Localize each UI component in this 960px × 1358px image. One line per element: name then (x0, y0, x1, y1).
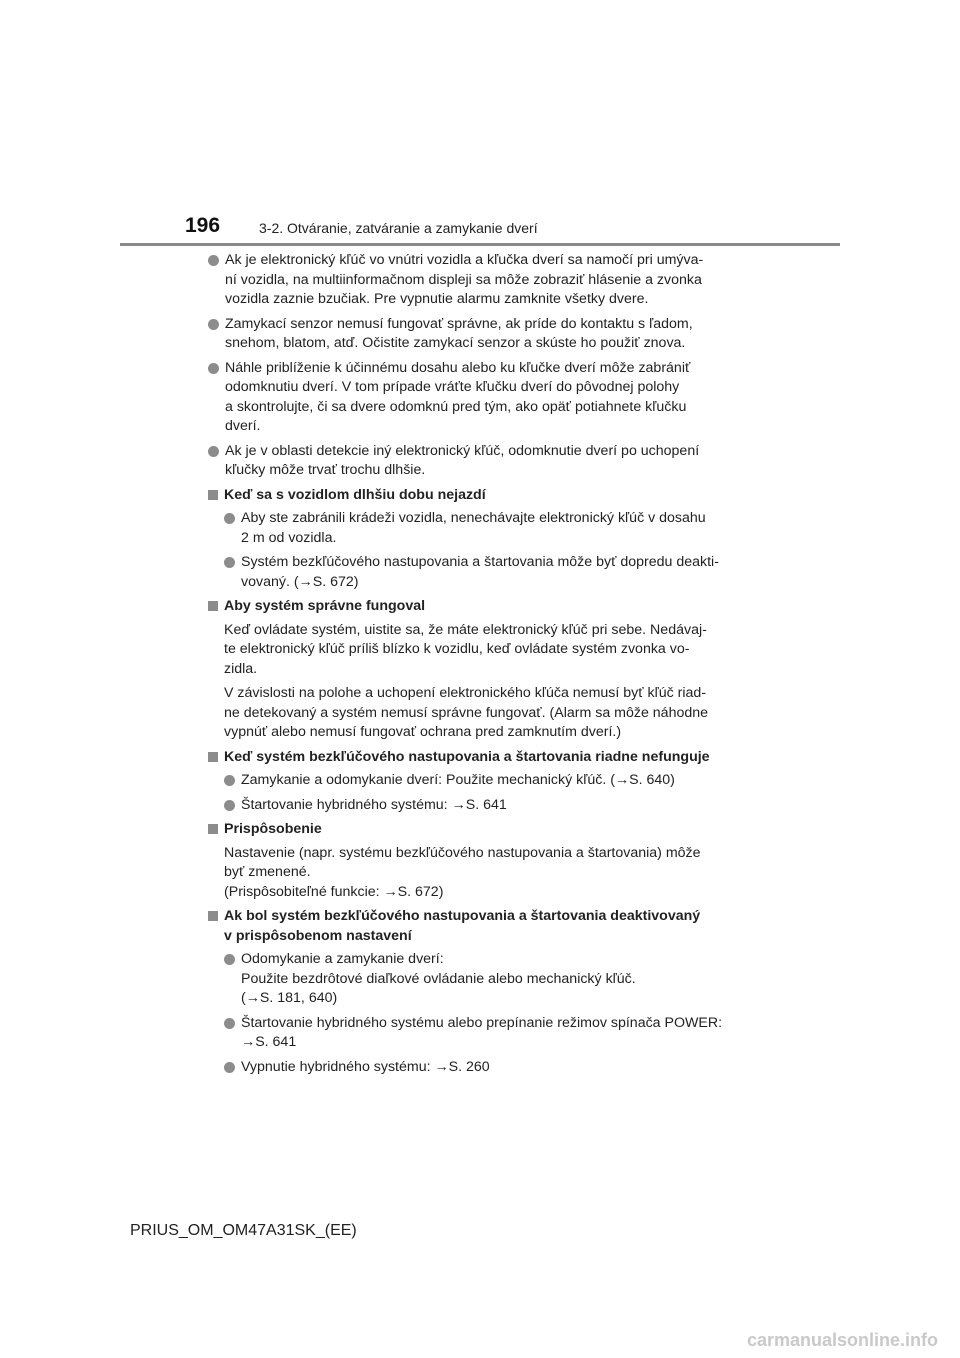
text-line: Ak je v oblasti detekcie iný elektronický kľúč, odomknutie dverí po uchopení (225, 442, 700, 459)
square-bullet-icon (208, 824, 218, 834)
footer-document-code: PRIUS_OM_OM47A31SK_(EE) (130, 1222, 357, 1239)
nested-list (208, 1014, 753, 1053)
nested-list (208, 509, 753, 548)
bullet-dot-icon (224, 1062, 235, 1073)
text-line: Štartovanie hybridného systému alebo prepínanie režimov spínača POWER: (241, 1014, 723, 1031)
header-rule (120, 243, 840, 246)
text-line: ní vozidla, na multiinformačnom displeji sa môže zobraziť hlásenie a zvonka (225, 271, 702, 288)
bullet-dot-icon (224, 800, 235, 811)
section-heading (208, 820, 753, 840)
section-heading (208, 597, 753, 617)
bullet-item (224, 950, 753, 1009)
text-line: Keď systém bezkľúčového nastupovania a štartovania riadne nefunguje (224, 748, 710, 765)
square-bullet-icon (208, 752, 218, 762)
bullet-item (224, 509, 753, 548)
text-line: ne detekovaný a systém nemusí správne fungovať. (Alarm sa môže náhodne (224, 704, 709, 721)
text-line: a skontrolujte, či sa dvere odomknú pred tým, ako opäť potiahnete kľučku (225, 398, 687, 415)
section-heading (208, 748, 753, 768)
text-line: dverí. (225, 418, 261, 434)
bullet-item (224, 796, 753, 816)
text-line: zidla. (224, 660, 258, 677)
section-title: 3-2. Otváranie, zatváranie a zamykanie dverí (259, 220, 538, 236)
bullet-item (208, 315, 753, 354)
text-line: Prispôsobenie (224, 821, 322, 837)
square-bullet-icon (208, 490, 218, 500)
section-heading (208, 907, 753, 946)
bullet-item (224, 553, 753, 592)
text-line: v prispôsobenom nastavení (224, 927, 412, 944)
nested-list (208, 771, 753, 791)
bullet-dot-icon (224, 1018, 235, 1029)
square-bullet-icon (208, 601, 218, 611)
square-bullet-icon (208, 911, 218, 921)
text-line: Systém bezkľúčového nastupovania a štartovania môže byť dopredu deakti- (241, 554, 719, 570)
nested-list (208, 1058, 753, 1078)
text-line: Vypnutie hybridného systému: →S. 260 (241, 1058, 490, 1075)
bullet-dot-icon (208, 319, 219, 330)
paragraph (208, 844, 753, 903)
text-line: Štartovanie hybridného systému: →S. 641 (241, 796, 507, 813)
bullet-item (224, 1058, 753, 1078)
content (208, 251, 753, 1082)
text-line: odomknutiu dverí. V tom prípade vráťte kľučku dverí do pôvodnej polohy (225, 379, 680, 395)
text-line: vypnúť alebo nemusí fungovať ochrana pred zamknutím dverí.) (224, 724, 622, 740)
bullet-dot-icon (208, 446, 219, 457)
text-line: Nastavenie (napr. systému bezkľúčového nastupovania a štartovania) môže (224, 844, 701, 861)
paragraph (208, 684, 753, 743)
text-line: Aby systém správne fungoval (224, 598, 426, 614)
text-line: Ak je elektronický kľúč vo vnútri vozidla a kľučka dverí sa namočí pri umýva- (225, 252, 704, 268)
bullet-dot-icon (208, 363, 219, 374)
bullet-item (208, 442, 753, 481)
bullet-item (208, 251, 753, 310)
text-line: Keď sa s vozidlom dlhšiu dobu nejazdí (224, 486, 486, 503)
bullet-item (208, 359, 753, 437)
text-line: snehom, blatom, atď. Očistite zamykací senzor a skúste ho použiť znova. (225, 335, 686, 351)
nested-list (208, 553, 753, 592)
text-line: V závislosti na polohe a uchopení elektronického kľúča nemusí byť kľúč riad- (224, 685, 707, 701)
bullet-dot-icon (224, 513, 235, 524)
page-number: 196 (185, 214, 221, 237)
text-line: vovaný. (→S. 672) (241, 573, 359, 590)
text-line: Použite bezdrôtové diaľkové ovládanie alebo mechanický kľúč. (241, 970, 636, 987)
watermark: carmanualsonline.info (746, 1330, 938, 1350)
text-line: (Prispôsobiteľné funkcie: →S. 672) (224, 883, 444, 900)
section-heading (208, 486, 753, 506)
bullet-dot-icon (208, 255, 219, 266)
text-line: Odomykanie a zamykanie dverí: (241, 951, 444, 967)
text-line: byť zmenené. (224, 864, 311, 880)
bullet-dot-icon (224, 557, 235, 568)
bullet-dot-icon (224, 954, 235, 965)
bullet-dot-icon (224, 775, 235, 786)
text-line: Zamykací senzor nemusí fungovať správne, ak príde do kontaktu s ľadom, (225, 315, 693, 332)
text-line: Zamykanie a odomykanie dverí: Použite mechanický kľúč. (→S. 640) (241, 772, 675, 788)
text-line: Aby ste zabránili krádeži vozidla, nenechávajte elektronický kľúč v dosahu (241, 510, 706, 526)
text-line: Náhle priblíženie k účinnému dosahu alebo ku kľučke dverí môže zabrániť (225, 359, 691, 376)
text-line: (→S. 181, 640) (241, 990, 338, 1006)
text-line: Keď ovládate systém, uistite sa, že máte elektronický kľúč pri sebe. Nedávaj- (224, 621, 707, 638)
paragraph (208, 621, 753, 680)
text-line: Ak bol systém bezkľúčového nastupovania a štartovania deaktivovaný (224, 908, 701, 924)
nested-list (208, 950, 753, 1009)
bullet-item (224, 771, 753, 791)
text-line: 2 m od vozidla. (241, 529, 337, 546)
text-line: kľučky môže trvať trochu dlhšie. (225, 462, 426, 478)
text-line: →S. 641 (241, 1034, 297, 1050)
text-line: vozidla zaznie bzučiak. Pre vypnutie alarmu zamknite všetky dvere. (225, 291, 649, 307)
nested-list (208, 796, 753, 816)
text-line: te elektronický kľúč príliš blízko k vozidlu, keď ovládate systém zvonka vo- (224, 641, 690, 657)
bullet-item (224, 1014, 753, 1053)
